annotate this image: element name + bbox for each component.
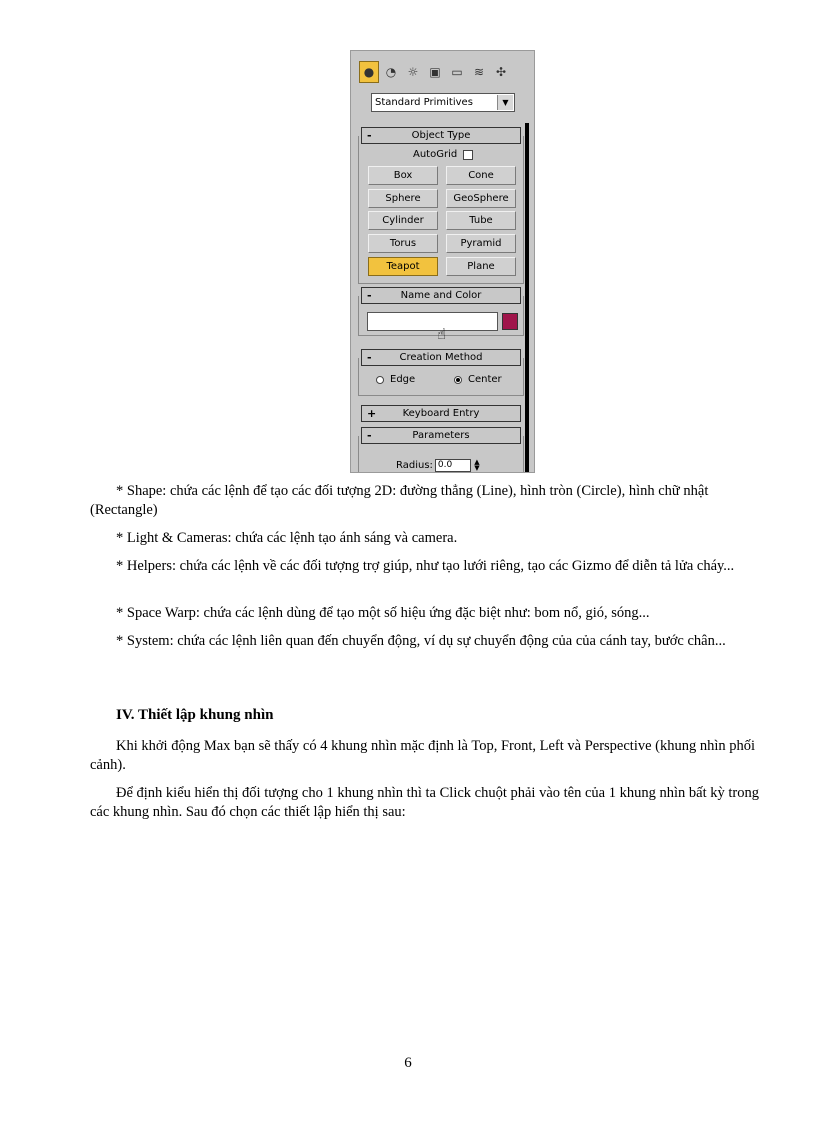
rollout-title: Creation Method <box>399 352 483 363</box>
paragraph-viewports: Khi khởi động Max bạn sẽ thấy có 4 khung nhìn mặc định là Top, Front, Left và Perspective (khung nhìn phối cảnh). <box>90 738 756 773</box>
torus-button[interactable]: Torus <box>368 234 438 253</box>
lights-icon[interactable]: ☼ <box>407 65 419 79</box>
geosphere-button[interactable]: GeoSphere <box>446 189 516 208</box>
object-name-input[interactable] <box>367 312 498 331</box>
hand-cursor-icon: ☝ <box>437 325 447 343</box>
chevron-down-icon[interactable]: ▼ <box>497 95 513 110</box>
object-color-swatch[interactable] <box>502 313 518 330</box>
collapse-icon: - <box>367 351 372 364</box>
paragraph-system: * System: chứa các lệnh liên quan đến chuyển động, ví dụ sự chuyển động của của cánh tay, bước chân... <box>116 633 726 649</box>
spacewarps-icon[interactable]: ≋ <box>473 65 485 79</box>
rollout-parameters[interactable] <box>361 427 521 444</box>
plane-button[interactable]: Plane <box>446 257 516 276</box>
radius-field[interactable] <box>396 459 481 472</box>
paragraph-space-warp: * Space Warp: chứa các lệnh dùng để tạo một số hiệu ứng đặc biệt như: bom nổ, gió, sóng... <box>116 605 650 621</box>
primitive-type-dropdown[interactable] <box>371 93 515 112</box>
rollout-title: Keyboard Entry <box>402 408 480 419</box>
center-label: Center <box>468 374 502 385</box>
paragraph-display-settings: Để định kiểu hiển thị đối tượng cho 1 khung nhìn thì ta Click chuột phải vào tên của 1 khung nhìn bất kỳ trong các khung nhìn. Sau đó chọn các thiết lập hiển thị sau: <box>90 785 759 820</box>
helpers-icon[interactable]: ▭ <box>451 65 463 79</box>
rollout-object-type[interactable] <box>361 127 521 144</box>
rollout-title: Parameters <box>412 430 470 441</box>
collapse-icon: - <box>367 429 372 442</box>
collapse-icon: - <box>367 289 372 302</box>
geometry-icon[interactable]: ● <box>359 61 379 83</box>
paragraph-shape: * Shape: chứa các lệnh để tạo các đối tượng 2D: đường thẳng (Line), hình tròn (Circle), hình chữ nhật (Rectangle) <box>90 483 709 518</box>
edge-radio[interactable] <box>376 376 384 384</box>
section-heading: IV. Thiết lập khung nhìn <box>116 707 274 723</box>
systems-icon[interactable]: ✣ <box>495 65 507 79</box>
radius-label: Radius: <box>396 460 433 471</box>
page-number: 6 <box>404 1055 412 1071</box>
spinner-icon[interactable]: ▲ ▼ <box>474 458 480 472</box>
expand-icon: + <box>367 407 377 420</box>
rollout-name-and-color[interactable] <box>361 287 521 304</box>
cameras-icon[interactable]: ▣ <box>429 65 441 79</box>
autogrid-checkbox[interactable] <box>463 150 473 160</box>
teapot-button[interactable]: Teapot <box>368 257 438 276</box>
autogrid-label: AutoGrid <box>413 149 458 160</box>
collapse-icon: - <box>367 129 372 142</box>
category-tabs <box>359 61 529 85</box>
paragraph-helpers: * Helpers: chứa các lệnh về các đối tượng trợ giúp, như tạo lưới riêng, tạo các Gizmo để diễn tả lửa cháy... <box>116 558 735 574</box>
box-button[interactable]: Box <box>368 166 438 185</box>
edge-option[interactable] <box>376 374 415 385</box>
pyramid-button[interactable]: Pyramid <box>446 234 516 253</box>
panel-scrollbar[interactable] <box>525 123 529 472</box>
edge-label: Edge <box>390 374 416 385</box>
shapes-icon[interactable]: ◔ <box>385 65 397 79</box>
autogrid-option[interactable] <box>413 149 473 160</box>
rollout-creation-method[interactable] <box>361 349 521 366</box>
cylinder-button[interactable]: Cylinder <box>368 211 438 230</box>
rollout-keyboard-entry[interactable] <box>361 405 521 422</box>
create-panel <box>350 50 535 473</box>
rollout-title: Name and Color <box>400 290 482 301</box>
radius-input[interactable]: 0.0 <box>435 459 471 472</box>
dropdown-value: Standard Primitives <box>375 97 473 108</box>
center-radio[interactable] <box>454 376 462 384</box>
paragraph-light-cameras: * Light & Cameras: chứa các lệnh tạo ánh sáng và camera. <box>116 530 458 546</box>
rollout-title: Object Type <box>411 130 471 141</box>
sphere-button[interactable]: Sphere <box>368 189 438 208</box>
center-option[interactable] <box>454 374 502 385</box>
cone-button[interactable]: Cone <box>446 166 516 185</box>
tube-button[interactable]: Tube <box>446 211 516 230</box>
